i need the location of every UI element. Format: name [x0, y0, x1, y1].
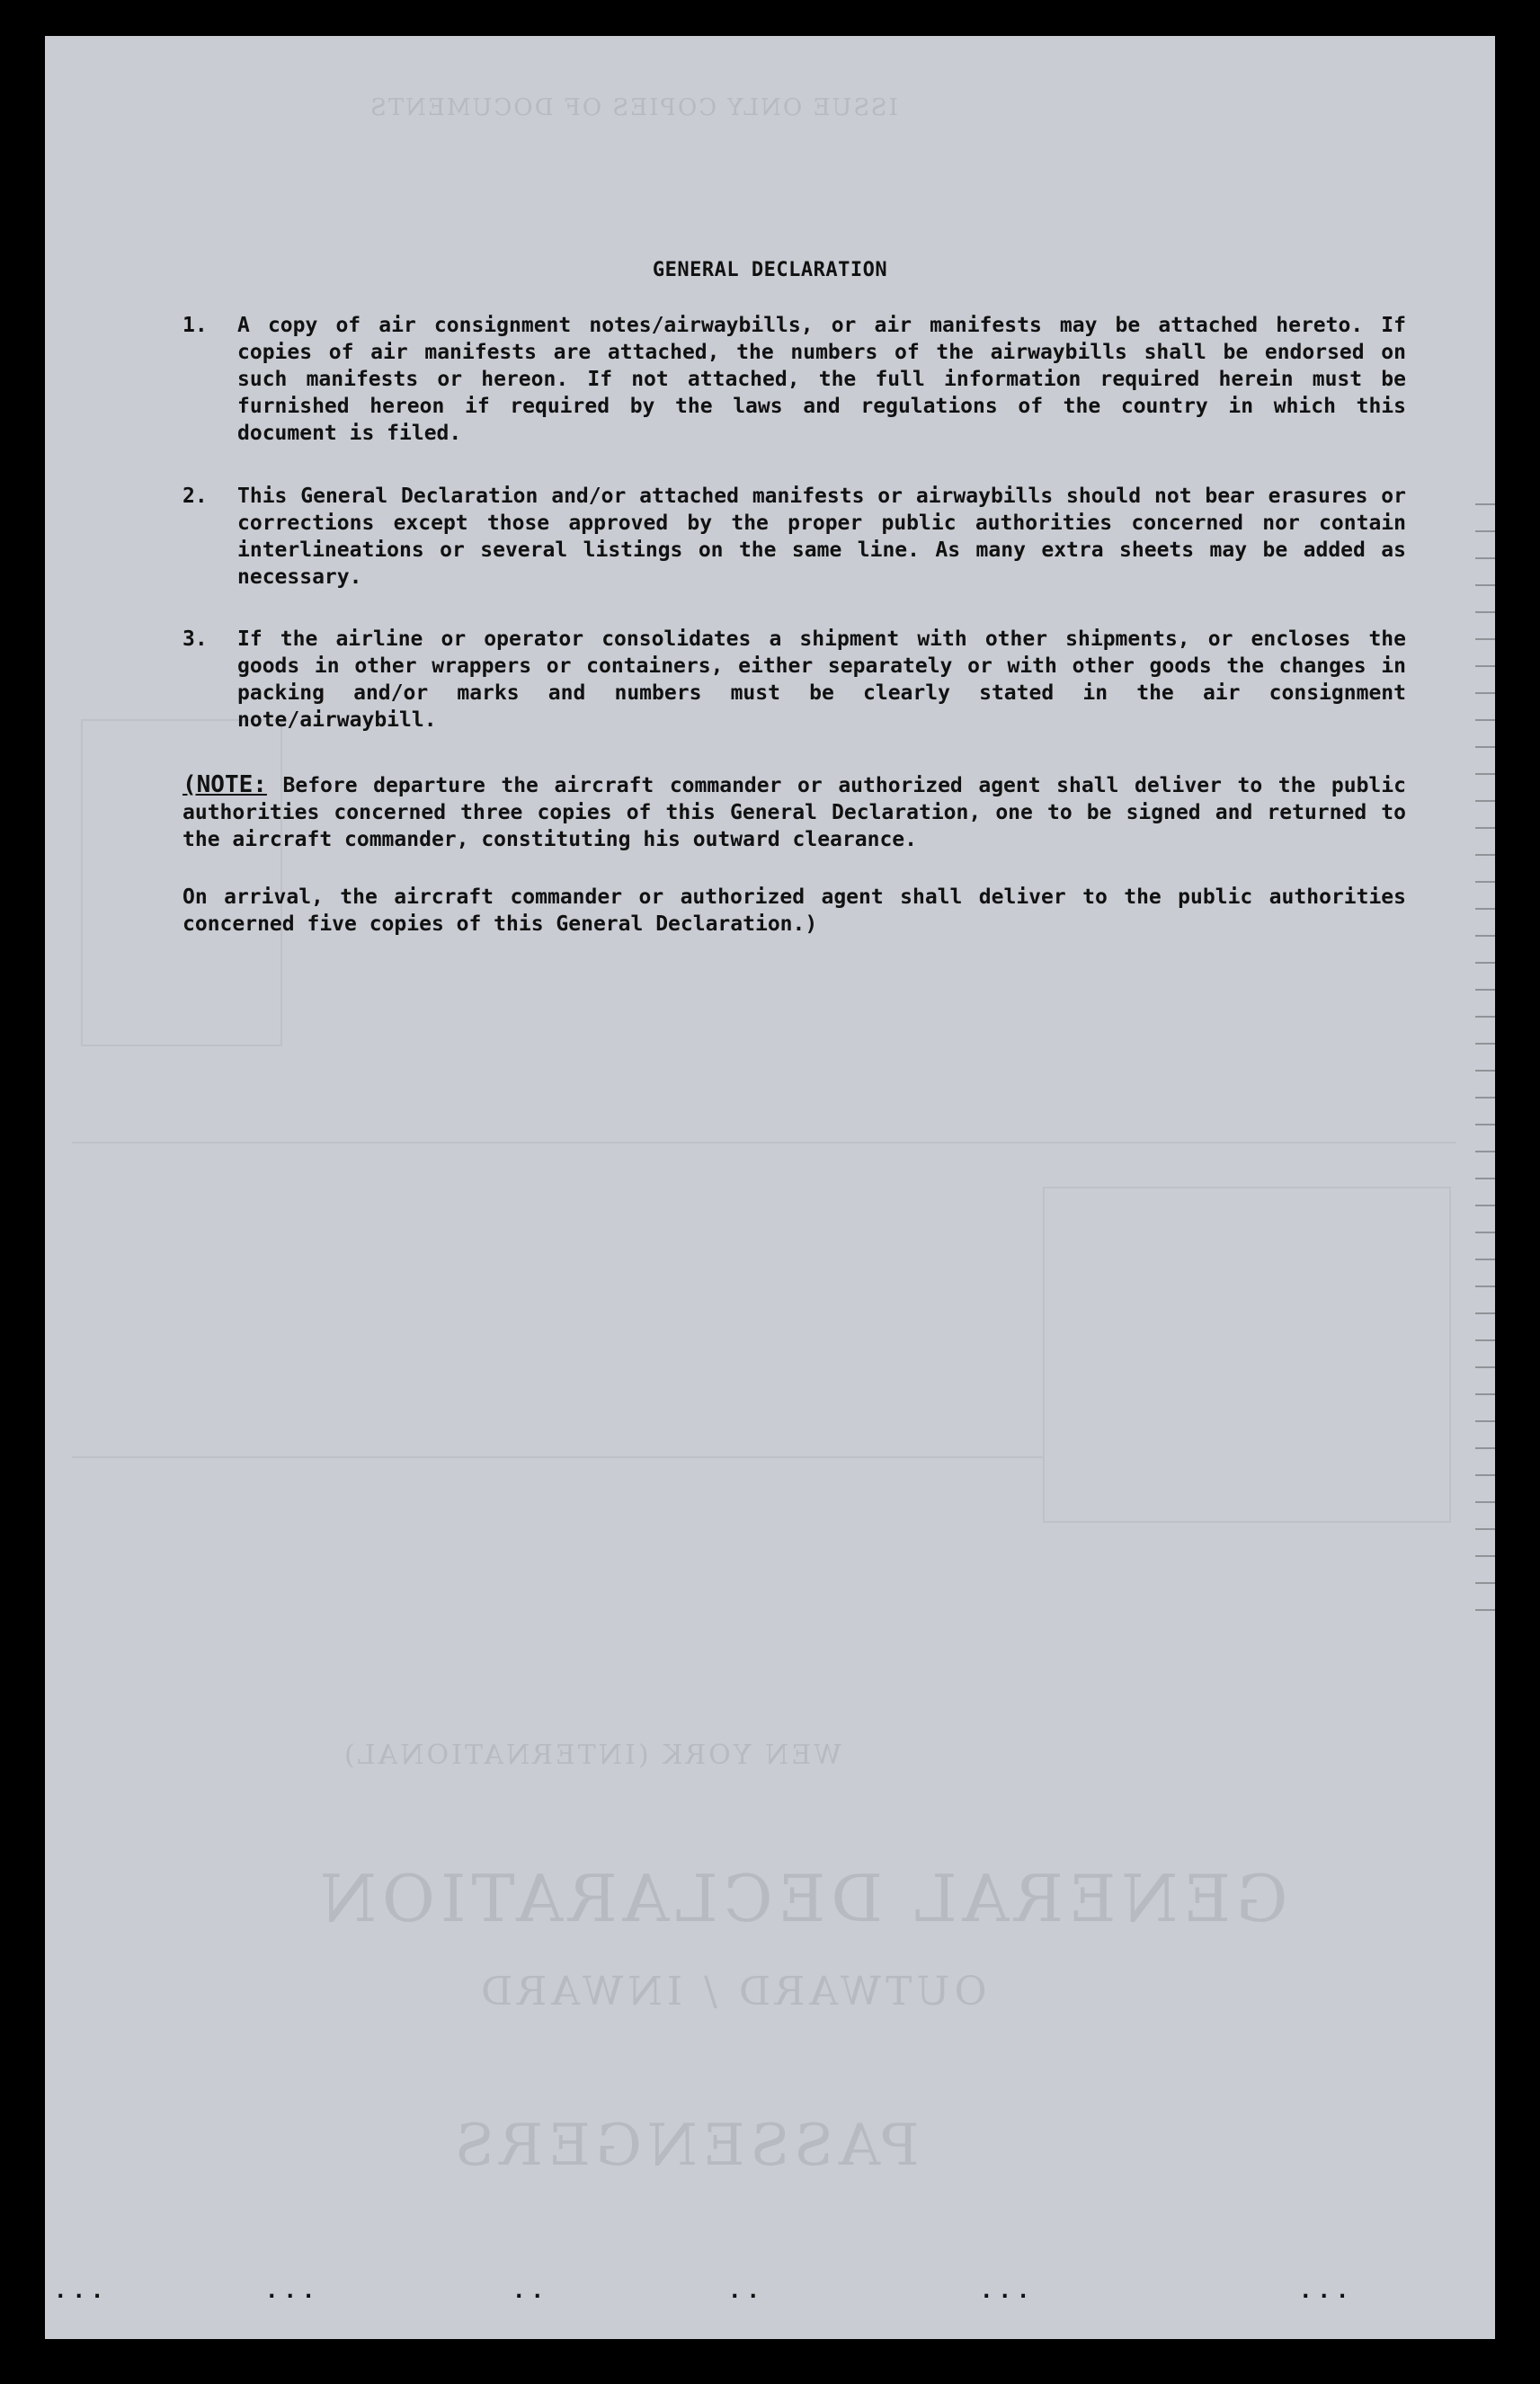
show-through-text: PASSENGERS: [450, 2113, 920, 2179]
item-text: This General Declaration and/or attached manifests or airwaybills should not bear erasures or corrections except those approved by the proper public authorities concerned nor contain interlineations or several listings on the same line. As many extra sheets may be added as necessary.: [237, 485, 1406, 589]
show-through-rule: [72, 1142, 1456, 1143]
document-title: GENERAL DECLARATION: [652, 259, 888, 281]
show-through-box: [81, 719, 282, 1046]
note-paragraph-departure: [182, 771, 1406, 853]
show-through-box: [1043, 1187, 1451, 1523]
note-label: (NOTE:: [182, 771, 267, 798]
note-paragraph-arrival: On arrival, the aircraft commander or authorized agent shall deliver to the public authorities concerned five copies of this General Declaration.): [182, 885, 1406, 936]
show-through-text: OUTWARD / INWARD: [476, 1969, 987, 2015]
show-through-rule: [72, 1456, 1043, 1458]
document-page: [45, 36, 1495, 2339]
item-number: 1.: [182, 314, 208, 337]
show-through-text: ISSUE ONLY COPIES OF DOCUMENTS: [369, 94, 898, 121]
note-departure-text: Before departure the aircraft commander or authorized agent shall deliver to the public authorities concerned three copies of this General Declaration, one to be signed and returned to the aircraft commander, constituting his outward clearance.: [182, 774, 1406, 851]
item-text: A copy of air consignment notes/airwaybills, or air manifests may be attached hereto. If copies of air manifests are attached, the numbers of the airwaybills shall be endorsed on such manifests or hereon. If not attached, the full information required herein must be furnished hereon if required by the laws and regulations of the country in which this document is filed.: [237, 314, 1406, 445]
item-text: If the airline or operator consolidates a shipment with other shipments, or encloses the goods in other wrappers or containers, either separately or with other goods the changes in packing and/or marks and numbers must be clearly stated in the air consignment note/airwaybill.: [237, 627, 1406, 732]
bottom-scan-specks: ··· ··· ·· ·· ··· ···: [54, 2283, 1355, 2308]
show-through-text: WEN YORK (INTERNATIONAL): [342, 1739, 842, 1771]
edge-scan-marks: [1475, 503, 1495, 1627]
show-through-text: GENERAL DECLARATION: [315, 1861, 1288, 1936]
item-number: 2.: [182, 485, 208, 508]
item-number: 3.: [182, 627, 208, 651]
